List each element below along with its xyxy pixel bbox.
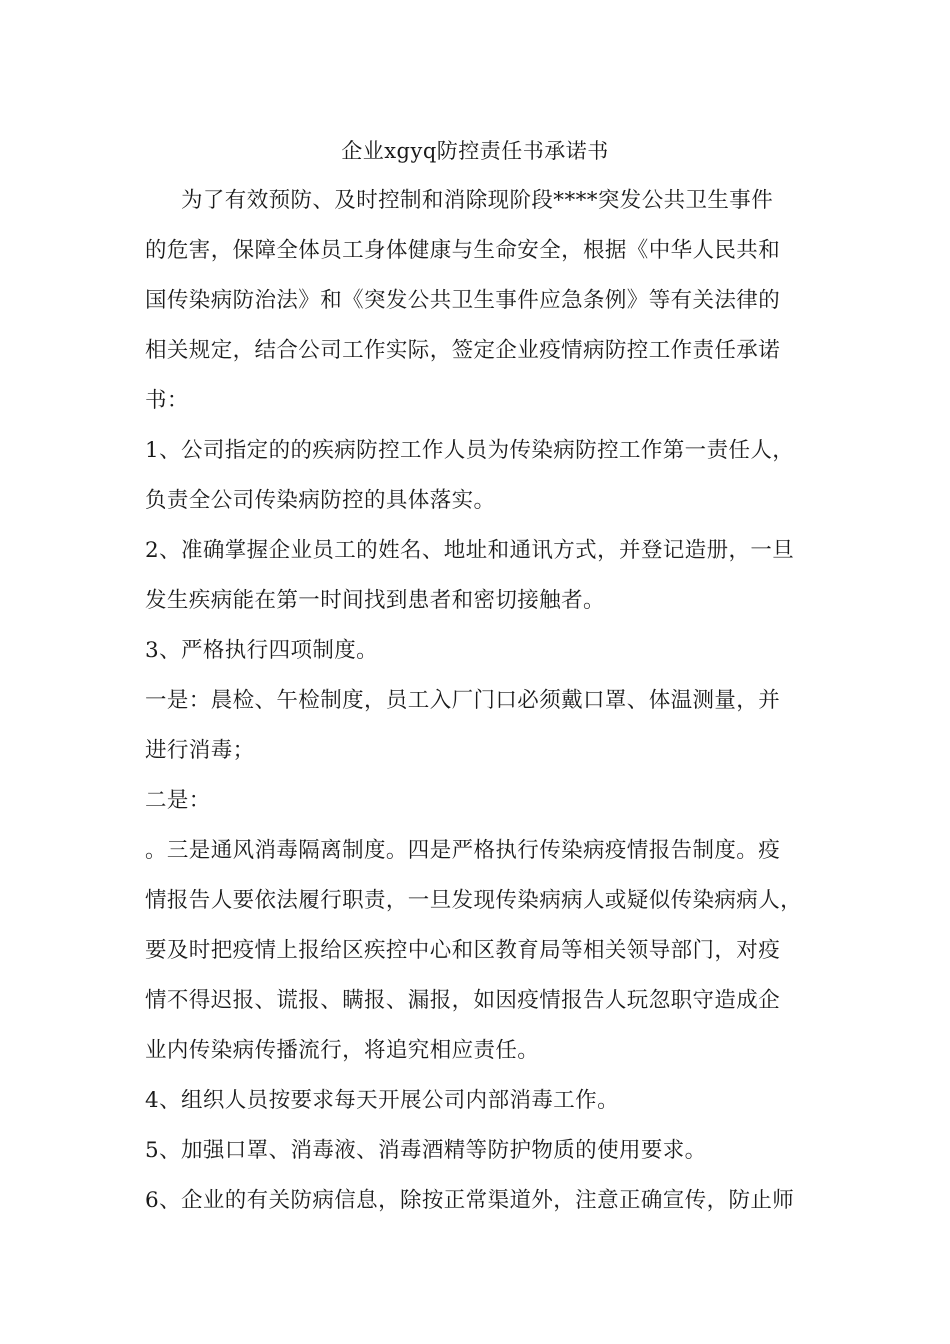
list-item-line: 要及时把疫情上报给区疾控中心和区教育局等相关领导部门，对疫 <box>145 938 781 963</box>
list-item-line: 二是： <box>145 788 211 813</box>
list-item-line: 4、组织人员按要求每天开展公司内部消毒工作。 <box>145 1088 619 1113</box>
list-item-line: 一是：晨检、午检制度，员工入厂门口必须戴口罩、体温测量，并 <box>145 688 781 713</box>
list-item-line: 6、企业的有关防病信息，除按正常渠道外，注意正确宣传，防止师 <box>145 1188 795 1213</box>
list-item-line: 进行消毒； <box>145 738 255 763</box>
paragraph-line: 相关规定，结合公司工作实际，签定企业疫情病防控工作责任承诺 <box>145 338 781 363</box>
list-item-line: 5、加强口罩、消毒液、消毒酒精等防护物质的使用要求。 <box>145 1138 707 1163</box>
list-item-line: 1、公司指定的的疾病防控工作人员为传染病防控工作第一责任人， <box>145 438 795 463</box>
paragraph-line: 的危害，保障全体员工身体健康与生命安全，根据《中华人民共和 <box>145 238 781 263</box>
paragraph-line: 为了有效预防、及时控制和消除现阶段****突发公共卫生事件 <box>181 188 774 213</box>
paragraph-line: 国传染病防治法》和《突发公共卫生事件应急条例》等有关法律的 <box>145 288 781 313</box>
list-item-line: 2、准确掌握企业员工的姓名、地址和通讯方式，并登记造册，一旦 <box>145 538 795 563</box>
document-title: 企业xgyq防控责任书承诺书 <box>341 139 609 163</box>
list-item-line: 负责全公司传染病防控的具体落实。 <box>145 488 496 513</box>
list-item-line: 业内传染病传播流行，将追究相应责任。 <box>145 1038 540 1063</box>
list-item-line: 3、严格执行四项制度。 <box>145 638 379 663</box>
list-item-line: 情报告人要依法履行职责，一旦发现传染病病人或疑似传染病病人， <box>145 888 803 913</box>
list-item-line: 发生疾病能在第一时间找到患者和密切接触者。 <box>145 588 605 613</box>
list-item-line: 。三是通风消毒隔离制度。四是严格执行传染病疫情报告制度。疫 <box>145 838 781 863</box>
paragraph-line: 书： <box>145 388 189 413</box>
list-item-line: 情不得迟报、谎报、瞒报、漏报，如因疫情报告人玩忽职守造成企 <box>145 988 781 1013</box>
